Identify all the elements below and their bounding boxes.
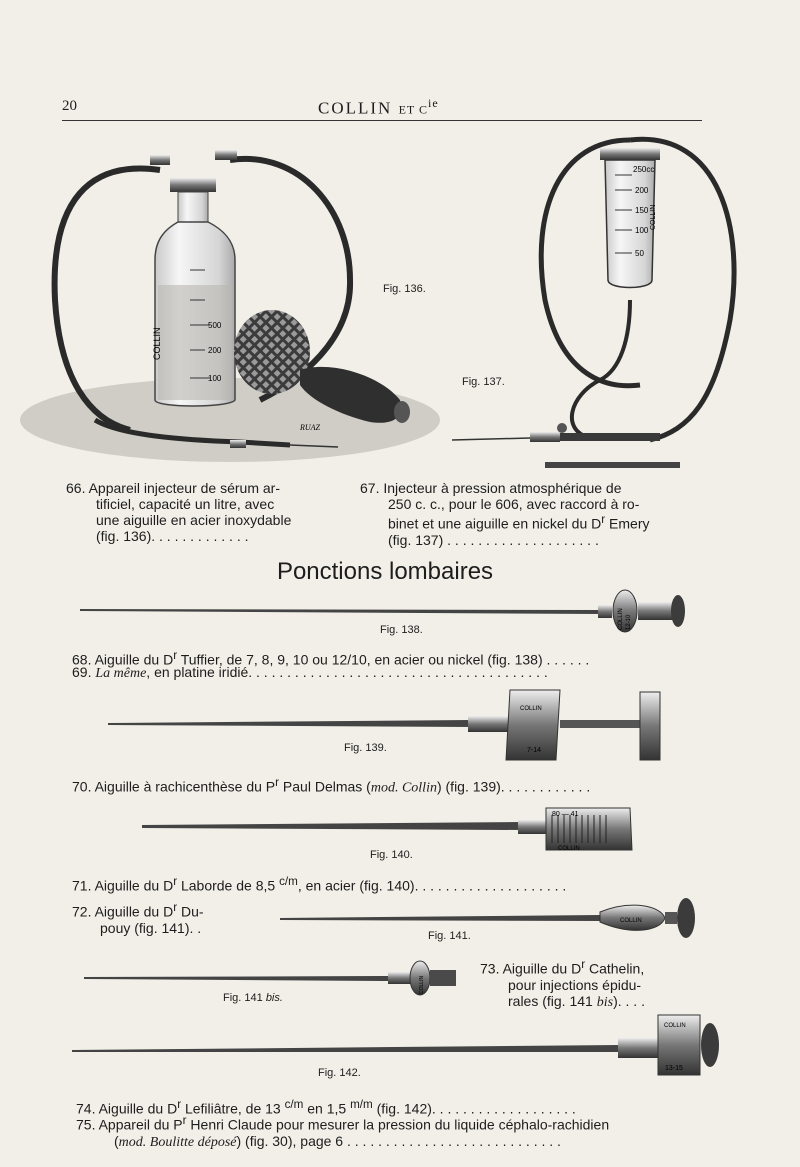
fig138-handle (638, 602, 674, 620)
fig136-pump-valve (394, 401, 410, 423)
fig142-brand: COLLIN (664, 1023, 686, 1029)
fig137-connector (560, 433, 660, 441)
fig136-drawing (20, 150, 440, 462)
item-72-b: Du- (177, 903, 204, 920)
fig136-pump-mesh (234, 310, 310, 394)
item-73-c: rales (fig. 141 (508, 992, 597, 1009)
fig140-top-mark: 80 — 41 (552, 811, 579, 818)
item-74-c: en 1,5 (303, 1100, 351, 1117)
header-brand: COLLIN (318, 98, 393, 118)
fig138-knob (671, 595, 685, 627)
fig139-shaft (108, 720, 470, 727)
item-67 (360, 480, 670, 548)
fig139-stylet (560, 720, 640, 728)
fig140-hub (518, 820, 546, 834)
item-70-italic: mod. Collin (370, 780, 437, 796)
item-70-b: Paul Delmas ( (279, 778, 371, 795)
fig137-needle (452, 438, 530, 440)
item-67-sup: r (601, 513, 606, 526)
item-74-unit-1: c/m (284, 1098, 304, 1111)
item-70-a: 70. Aiguille à rachicenthèse du P (72, 778, 276, 795)
item-73-sup: r (581, 958, 586, 971)
item-66-line-4: (fig. 136). . . . . . . . . . . . . (96, 528, 249, 544)
fig139-brand: COLLIN (520, 706, 542, 712)
caption-fig141bis-label: Fig. 141 (223, 992, 263, 1004)
item-73-b: Cathelin, (585, 960, 645, 977)
fig140-brand: COLLIN (558, 846, 580, 852)
item-72-sup: r (173, 901, 178, 914)
item-67-line-3-text: binet et une aiguille en nickel du D (388, 515, 602, 532)
fig141-shaft (280, 915, 600, 921)
fig137-grad-50: 50 (635, 249, 644, 258)
item-67-tail: Emery (605, 515, 650, 532)
item-72 (72, 900, 272, 936)
fig141bis-hub (388, 972, 412, 984)
fig142-knob (701, 1023, 719, 1067)
fig137-tap (557, 423, 567, 433)
item-67-line-3 (360, 512, 670, 532)
header-suffix: ET C (398, 102, 429, 117)
fig140-shaft (142, 822, 520, 830)
item-68-b: Tuffier, de 7, 8, 9, 10 ou 12/10, en acier ou nickel (fig. 138) . . . . . . (177, 651, 590, 668)
item-75-d: ) (fig. 30), page 6 . . . . . . . . . . . . . . . . . . . . . . . . . . . . (236, 1132, 561, 1149)
fig141-neck (665, 912, 677, 924)
item-75-c: ( (114, 1132, 119, 1149)
item-73-line-3 (480, 993, 690, 1011)
fig141bis-cap (430, 970, 456, 986)
item-74-sup: r (177, 1098, 182, 1111)
item-73-line-1 (480, 957, 690, 977)
item-75-a: 75. Appareil du P (76, 1116, 183, 1133)
item-70-c: ) (fig. 139). . . . . . . . . . . . (436, 778, 591, 795)
fig136-grad-3: 100 (208, 374, 222, 383)
fig139-hub (468, 716, 510, 732)
item-72-line-1 (72, 900, 272, 920)
fig138-size: 12-10 (626, 614, 632, 630)
item-69 (72, 664, 682, 682)
item-75-line-2 (76, 1133, 696, 1151)
fig137-brand: COLLIN (650, 204, 657, 230)
fig137-cylinder (605, 160, 655, 288)
item-71-b: Laborde de 8,5 (177, 877, 280, 894)
fig139-size: 7-14 (527, 747, 542, 754)
fig136-needle-hub (230, 440, 246, 448)
fig137-grad-250: 250cc (633, 165, 655, 174)
fig136-cap (170, 178, 216, 192)
fig138-brand: COLLIN (618, 608, 624, 630)
item-69-a: 69. (72, 664, 96, 680)
item-73 (480, 957, 690, 1011)
fig138-hub (598, 605, 612, 618)
item-69-b: , en platine iridié. . . . . . . . . . . . . . . . . . . . . . . . . . . . . . . . . . . . . . . (146, 664, 548, 680)
fig142-shaft (72, 1045, 620, 1052)
item-71-sup: r (173, 875, 178, 888)
item-67-line-4: (fig. 137) . . . . . . . . . . . . . . . . . . . . (388, 531, 599, 548)
caption-fig137: Fig. 137. (462, 376, 505, 388)
item-70 (72, 775, 682, 797)
fig141-drawing (280, 898, 695, 938)
page-number: 20 (62, 98, 77, 114)
item-66-line-1: 66. Appareil injecteur de sérum ar- (66, 480, 280, 496)
fig136-neck (178, 192, 208, 222)
fig137-grad-200: 200 (635, 186, 649, 195)
fig137-stopcock (530, 432, 560, 442)
item-72-a: 72. Aiguille du D (72, 903, 174, 920)
item-68-a: 68. Aiguille du D (72, 651, 174, 668)
fig136-grad-1: 500 (208, 321, 222, 330)
fig136-grad-2: 200 (208, 346, 222, 355)
item-75-sup: r (182, 1114, 187, 1127)
fig141-knob (677, 898, 695, 938)
fig142-size: 13-15 (665, 1065, 683, 1072)
fig137-spare-needle (545, 462, 680, 468)
fig140-drawing (142, 808, 632, 852)
item-73-d: ). . . . (613, 992, 645, 1009)
item-66 (66, 480, 316, 544)
fig137-drawing (452, 139, 734, 468)
item-74-d: (fig. 142). . . . . . . . . . . . . . . . . . . (372, 1100, 576, 1117)
item-66-line-3: une aiguille en acier inoxydable (96, 512, 292, 528)
caption-fig142: Fig. 142. (318, 1067, 361, 1079)
fig137-grad-150: 150 (635, 206, 649, 215)
item-66-line-2: tificiel, capacité un litre, avec (96, 496, 275, 512)
caption-fig136: Fig. 136. (383, 283, 426, 295)
fig136-brand: COLLIN (152, 327, 162, 360)
item-73-italic: bis (596, 994, 614, 1010)
section-title: Ponctions lombaires (276, 558, 494, 585)
item-71-c: , en acier (fig. 140). . . . . . . . . . . . . . . . . . . . (297, 877, 567, 894)
item-74-b: Lefiliâtre, de 13 (181, 1100, 285, 1117)
caption-fig141bis (223, 992, 283, 1004)
engraver-signature: RUAZ (300, 423, 320, 432)
fig137-cylinder-cap (600, 148, 660, 160)
fig141-brand: COLLIN (620, 918, 642, 924)
item-70-sup: r (275, 776, 280, 789)
caption-fig140: Fig. 140. (370, 849, 413, 861)
item-74-unit-2: m/m (350, 1098, 373, 1111)
fig136-tap-right (215, 150, 237, 160)
item-72-line-2: pouy (fig. 141). . (100, 919, 202, 936)
item-73-a: 73. Aiguille du D (480, 960, 582, 977)
caption-fig141bis-italic: bis. (265, 992, 283, 1004)
fig138-disc (613, 590, 637, 632)
item-71-unit: c/m (279, 875, 298, 888)
fig138-shaft (80, 609, 600, 614)
header-sup: ie (428, 96, 439, 110)
caption-fig141: Fig. 141. (428, 930, 471, 942)
item-75-italic: mod. Boulitte déposé (118, 1134, 237, 1150)
fig136-tap-left (150, 155, 170, 165)
fig139-stylet-head (640, 692, 660, 760)
fig137-grad-100: 100 (635, 226, 649, 235)
item-75 (76, 1113, 696, 1151)
item-73-line-2: pour injections épidu- (508, 976, 642, 993)
caption-fig139: Fig. 139. (344, 742, 387, 754)
fig141bis-drawing (84, 961, 456, 995)
item-69-italic: La même (95, 666, 147, 681)
item-67-line-2: 250 c. c., pour le 606, avec raccord à ro- (388, 496, 640, 512)
item-71 (72, 874, 682, 894)
fig141bis-brand: COLLIN (419, 975, 425, 994)
item-68-sup: r (173, 649, 178, 662)
item-75-line-1 (76, 1113, 696, 1133)
fig142-drawing (72, 1015, 719, 1075)
caption-fig138: Fig. 138. (380, 624, 423, 636)
item-71-a: 71. Aiguille du D (72, 877, 174, 894)
item-75-b: Henri Claude pour mesurer la pression du liquide céphalo-rachidien (186, 1116, 610, 1133)
fig142-hub (618, 1038, 658, 1058)
fig141bis-shaft (84, 976, 390, 981)
item-67-line-1: 67. Injecteur à pression atmosphérique de (360, 480, 622, 496)
item-74-a: 74. Aiguille du D (76, 1100, 178, 1117)
